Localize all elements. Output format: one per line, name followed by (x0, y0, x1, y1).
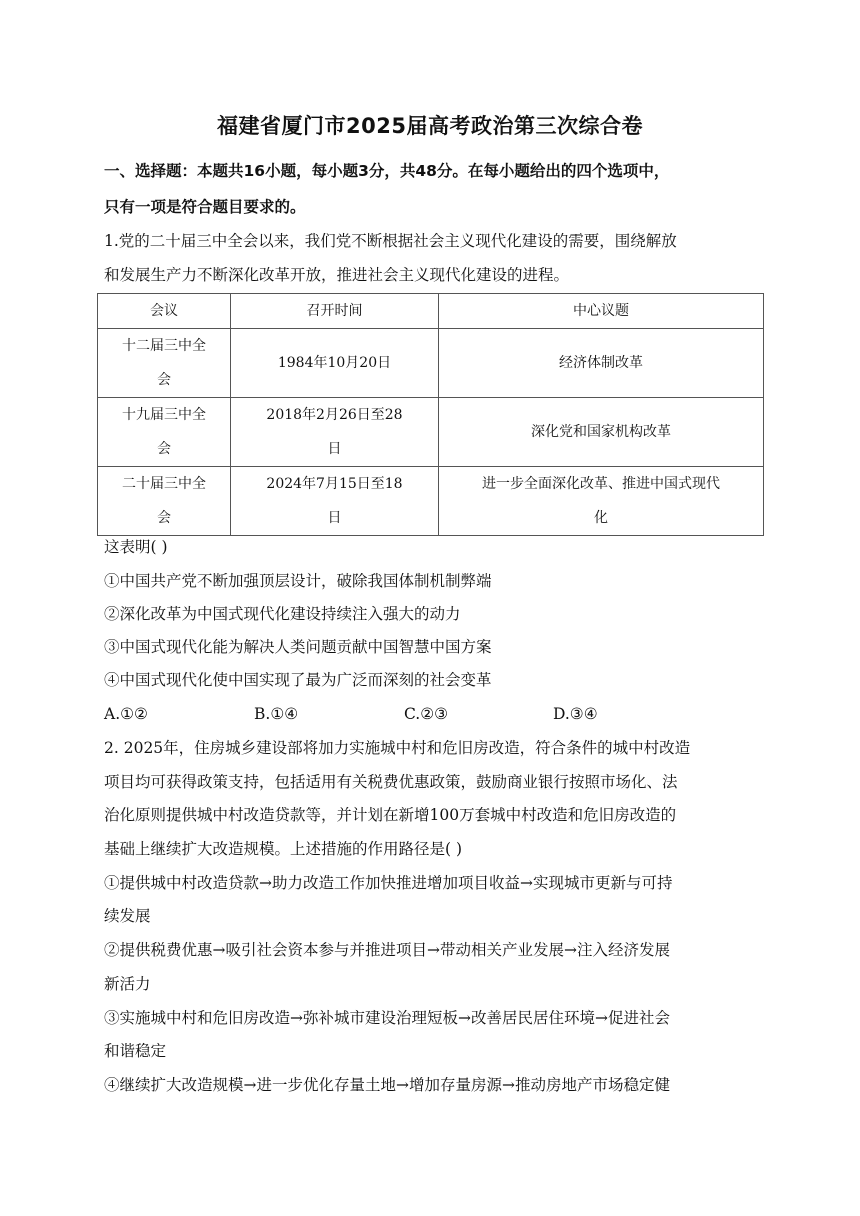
table-row (98, 398, 764, 467)
cell-line: 会 (157, 441, 171, 457)
table-cell-time (231, 398, 439, 467)
page-title: 福建省厦门市2025届高考政治第三次综合卷 (217, 114, 643, 138)
cell-line: 日 (327, 441, 342, 457)
cell-line: 日 (327, 510, 342, 526)
cell-line: 2018年2月26日至28 (266, 407, 403, 423)
q1-option-d[interactable]: D.③④ (553, 705, 598, 723)
q2-statement-line: 和谐稳定 (104, 1042, 167, 1060)
table-cell-time (231, 329, 439, 398)
table-row (98, 329, 764, 398)
q2-stem-line-1: 2. 2025年，住房城乡建设部将加力实施城中村和危旧房改造，符合条件的城中村改造 (104, 739, 691, 757)
q1-statement-4: ④中国式现代化使中国实现了最为广泛而深刻的社会变革 (104, 671, 492, 689)
section-heading-line-1: 一、选择题：本题共16小题，每小题3分，共48分。在每小题给出的四个选项中， (104, 162, 670, 180)
cell-line: 1984年10月20日 (277, 355, 392, 371)
cell-line: 二十届三中全 (122, 476, 206, 492)
q1-option-a[interactable]: A.①② (104, 705, 148, 723)
cell-line: 十二届三中全 (122, 338, 206, 354)
table-header-row (98, 294, 764, 329)
section-heading-line-2: 只有一项是符合题目要求的。 (104, 198, 306, 216)
table-cell-meeting (98, 329, 231, 398)
meetings-table (97, 293, 764, 536)
table-cell-time (231, 467, 439, 536)
q2-statement-line: ②提供税费优惠→吸引社会资本参与并推进项目→带动相关产业发展→注入经济发展 (104, 941, 670, 959)
q1-prompt: 这表明( ) (104, 538, 168, 556)
q1-options (104, 703, 764, 725)
cell-line: 化 (594, 510, 608, 526)
table-cell-topic (439, 329, 764, 398)
q2-stem-line-2: 项目均可获得政策支持，包括适用有关税费优惠政策，鼓励商业银行按照市场化、法 (104, 773, 678, 791)
cell-line: 经济体制改革 (559, 355, 643, 371)
table-cell-topic (439, 398, 764, 467)
cell-line: 十九届三中全 (122, 407, 206, 423)
cell-line: 会 (157, 510, 171, 526)
q2-statement-line: ①提供城中村改造贷款→助力改造工作加快推进增加项目收益→实现城市更新与可持 (104, 874, 673, 892)
table-cell-meeting (98, 398, 231, 467)
cell-line: 2024年7月15日至18 (266, 476, 403, 492)
table-header-cell: 召开时间 (231, 294, 439, 329)
q1-statement-1: ①中国共产党不断加强顶层设计，破除我国体制机制弊端 (104, 572, 492, 590)
q1-stem-line-1: 1.党的二十届三中全会以来，我们党不断根据社会主义现代化建设的需要，围绕解放 (104, 232, 677, 250)
q1-stem-line-2: 和发展生产力不断深化改革开放，推进社会主义现代化建设的进程。 (104, 266, 570, 284)
q1-statement-3: ③中国式现代化能为解决人类问题贡献中国智慧中国方案 (104, 638, 492, 656)
q1-option-c[interactable]: C.②③ (404, 705, 449, 723)
q1-statement-2: ②深化改革为中国式现代化建设持续注入强大的动力 (104, 605, 461, 623)
q2-stem-line-4: 基础上继续扩大改造规模。上述措施的作用路径是( ) (104, 840, 463, 858)
cell-line: 深化党和国家机构改革 (531, 424, 671, 440)
cell-line: 进一步全面深化改革、推进中国式现代 (482, 476, 720, 492)
table-header-cell: 中心议题 (439, 294, 764, 329)
q1-option-b[interactable]: B.①④ (254, 705, 299, 723)
q2-statement-line: ④继续扩大改造规模→进一步优化存量土地→增加存量房源→推动房地产市场稳定健 (104, 1076, 670, 1094)
table-header-cell: 会议 (98, 294, 231, 329)
table-row (98, 467, 764, 536)
q2-statement-line: 新活力 (104, 975, 151, 993)
q2-statement-line: ③实施城中村和危旧房改造→弥补城市建设治理短板→改善居民居住环境→促进社会 (104, 1009, 670, 1027)
q2-statement-line: 续发展 (104, 907, 151, 925)
table-cell-topic (439, 467, 764, 536)
cell-line: 会 (157, 372, 171, 388)
table-cell-meeting (98, 467, 231, 536)
q2-stem-line-3: 治化原则提供城中村改造贷款等，并计划在新增100万套城中村改造和危旧房改造的 (104, 806, 677, 824)
